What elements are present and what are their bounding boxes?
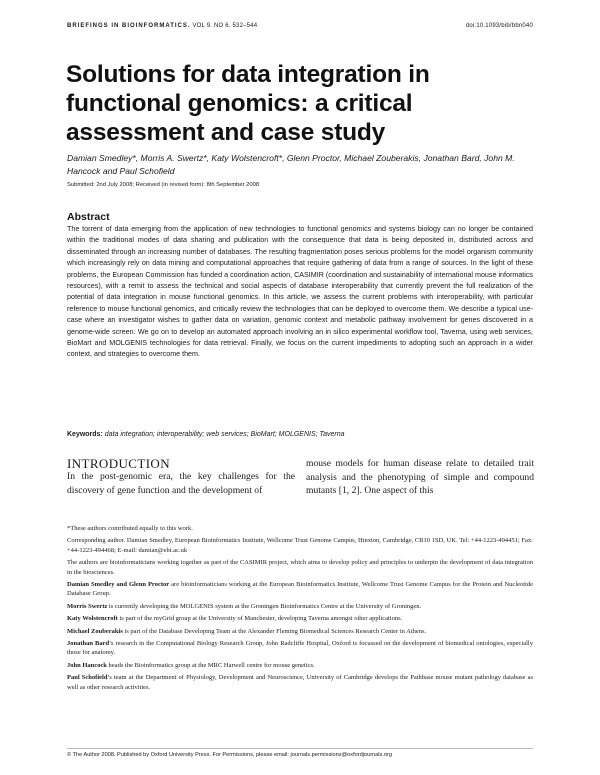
author-bio-text: is part of the myGrid group at the University of Manchester, developing Taverna amongst other applications.: [117, 615, 403, 623]
author-bio: [67, 639, 533, 658]
author-bio-name: Jonathan Bard: [67, 640, 110, 648]
abstract-heading: Abstract: [67, 211, 110, 223]
author-bio-name: Katy Wolstencroft: [67, 615, 118, 623]
author-bio-text: is currently developing the MOLGENIS system at the Groningen Bioinformatics Centre at the University of Groningen.: [107, 602, 422, 610]
footnote-casimir: The authors are bioinformaticians working together as part of the CASIMIR project, which aims to develop policy and principles to underpin the development of data integration in the biosciences.: [67, 559, 533, 576]
author-bio-text: are bioinformaticians working at the European Bioinformatics Institute, Wellcome Trust Genome Campus for the Protein and Nucleotide Database Group.: [67, 581, 534, 598]
author-bio-name: Paul Schofield: [67, 674, 108, 682]
author-bio-text: heads the Bioinformatics group at the MRC Harwell centre for mouse genetics.: [106, 661, 315, 669]
submission-dates: Submitted: 2nd July 2008; Received (in revised form): 8th September 2008: [67, 182, 260, 188]
author-bio: [67, 580, 533, 599]
keywords: [67, 430, 533, 440]
running-head: [67, 23, 533, 35]
footnote-equal-contribution: *These authors contributed equally to this work.: [67, 525, 193, 532]
introduction-heading: INTRODUCTION: [67, 456, 171, 471]
journal-name: BRIEFINGS IN BIOINFORMATICS.: [67, 23, 191, 29]
author-bio-text: ’s team at the Department of Physiology, Development and Neuroscience, University of Cambridge develops the Pathbase mouse mutant pathology database as well as other research activities.: [67, 674, 533, 691]
author-list: Damian Smedley*, Morris A. Swertz*, Katy Wolstencroft*, Glenn Proctor, Michael Zouberakis, Jonathan Bard, John M. Hancock and Paul Schofield: [67, 153, 515, 176]
author-bio: [67, 614, 533, 623]
doi: doi:10.1093/bib/bbn040: [465, 23, 533, 29]
introduction-right-column: mouse models for human disease relate to detailed trait analysis and the phenotyping of simple and compound mutants [1, 2]. One aspect of this: [306, 458, 534, 496]
footnotes: [67, 524, 533, 695]
author-bio: [67, 602, 533, 611]
author-bio-name: John Hancock: [67, 661, 107, 669]
author-bio-text: is part of the Database Developing Team at the Alexander Fleming Biomedical Sciences Research Center in Athens.: [122, 627, 427, 635]
author-bio-name: Morris Swertz: [67, 602, 108, 610]
author-bio: [67, 627, 533, 636]
footer-divider: [67, 748, 533, 749]
volume-info: VOL 9. NO 6. 532–544: [192, 23, 258, 29]
author-bio: [67, 661, 533, 670]
keywords-terms: data integration; interoperability; web services; BioMart; MOLGENIS; Taverna: [104, 431, 345, 438]
keywords-label: Keywords:: [67, 431, 103, 438]
abstract-body: The torrent of data emerging from the application of new technologies to functional genomics and systems biology can no longer be contained within the traditional modes of data sharing and publication with the consequence that data is being deposited in, distributed across and disseminated through an increasing number of databases. The resulting fragmentation poses serious problems for the model organism community which increasingly rely on data mining and computational approaches that require gathering of data from a range of sources. In the light of these problems, the European Commission has funded a coordination action, CASIMIR (coordination and sustainability of international mouse informatics resources), with a remit to assess the technical and social aspects of database interoperability that currently prevent the full realization of the potential of data integration in mouse functional genomics. In this article, we assess the current problems with interoperability, with particular reference to mouse functional genomics, and critically review the technologies that can be deployed to overcome them. We describe a typical use-case where an investigator wishes to gather data on variation, genomic context and metabolic pathway involvement for genes discovered in a genome-wide screen. We go on to develop an automated approach involving an in silico experimental workflow tool, Taverna, using web services, BioMart and MOLGENIS technologies for data retrieval. Finally, we focus on the current impediments to adopting such an approach in a wider context, and strategies to overcome them.: [67, 225, 533, 359]
author-bio-text: ’s research in the Computational Biology Research Group, John Radcliffe Hospital, Oxford is focussed on the development of biomedical ontologies, especially those for anatomy.: [67, 640, 533, 657]
copyright-notice: © The Author 2008. Published by Oxford University Press. For Permissions, please email: journals.permissions@oxfordjournals.org: [67, 752, 392, 758]
footnote-corresponding-author: Corresponding author. Damian Smedley, European Bioinformatics Institute, Wellcome Trust Genome Campus, Hinxton, Cambridge, CB10 1SD, UK. Tel: +44-1223-494451; Fax: +44-1223-494468; E-mail: damian@ebi.ac.uk: [67, 537, 533, 554]
author-bio-name: Damian Smedley and Glenn Proctor: [67, 581, 170, 589]
author-bio: [67, 673, 533, 692]
paper-title: Solutions for data integration in functional genomics: a critical assessment and case study: [66, 61, 430, 146]
introduction-left-column: In the post-genomic era, the key challenges for the discovery of gene function and the development of: [67, 471, 295, 496]
author-bio-name: Michael Zouberakis: [67, 627, 123, 635]
